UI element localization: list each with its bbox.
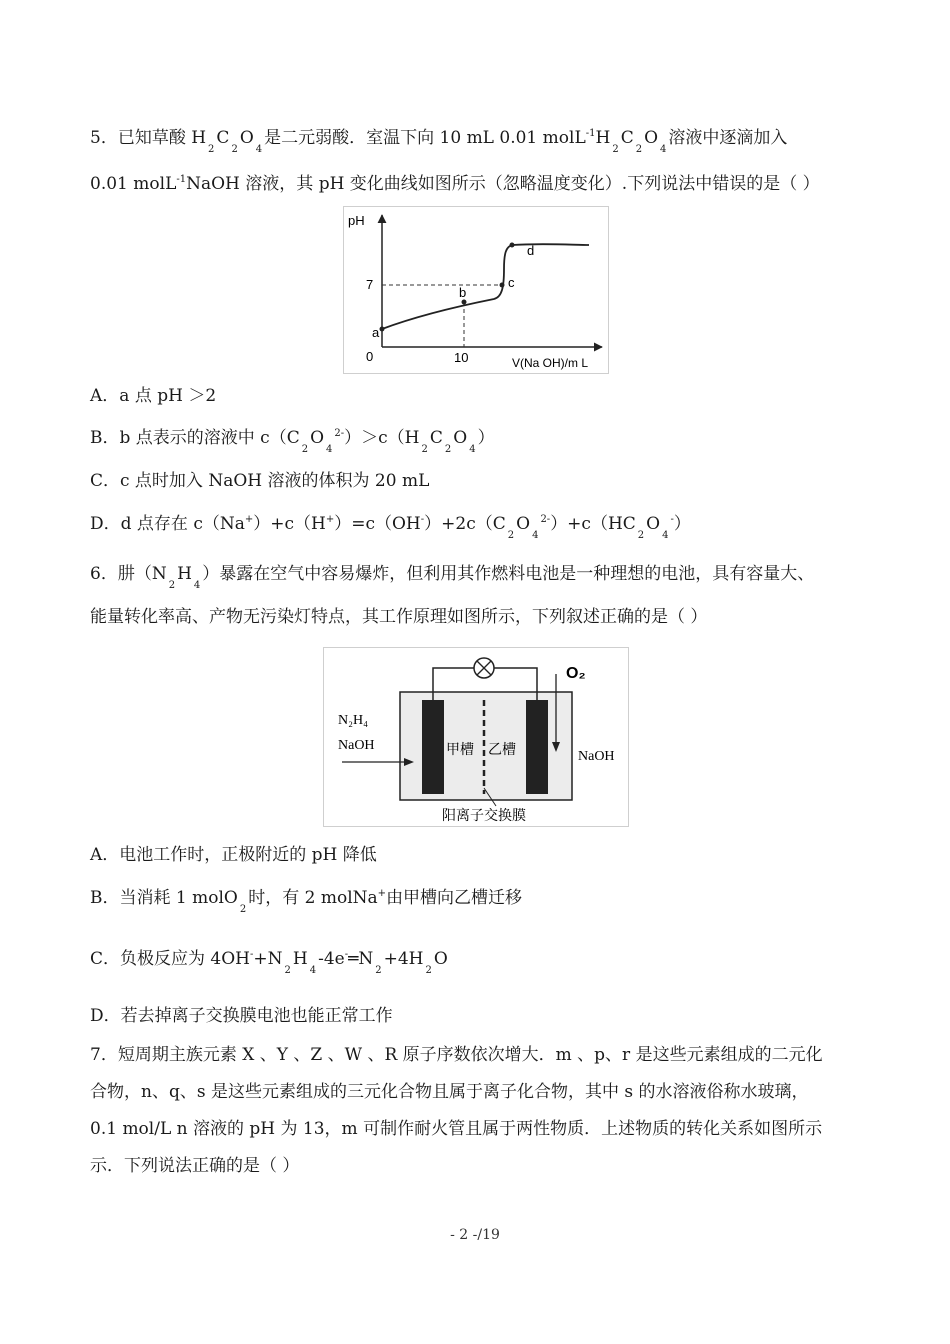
left-electrode bbox=[422, 700, 444, 794]
x-tick-10: 10 bbox=[454, 350, 469, 365]
point-a-mark bbox=[380, 327, 385, 332]
q5-option-b: B．b 点表示的溶液中 $c(C_2O_4^{2-})>c(H_2C_2O_4)$ bbox=[90, 428, 495, 455]
naoh-right-label: NaOH bbox=[578, 749, 615, 764]
page-number: - 2 -/19 bbox=[450, 1227, 500, 1243]
tank-jia-label: 甲槽 bbox=[446, 743, 474, 758]
point-b-label: b bbox=[459, 285, 467, 300]
q6-line1: 6．肼$(N_2H_4)$暴露在空气中容易爆炸，但利用其作燃料电池是一种理想的电池，具有容量大、 bbox=[90, 564, 815, 591]
q7-line1: 7．短周期主族元素 X 、Y 、Z 、W 、R 原子序数依次增大．m 、p、r 是这些元素组成的二元化 bbox=[90, 1045, 823, 1065]
y-axis-label: pH bbox=[348, 213, 365, 228]
fuel-cell-diagram bbox=[323, 647, 629, 827]
q6-option-b: B．当消耗 1 molO$_2$时，有 2 molNa+由甲槽向乙槽迁移 bbox=[90, 888, 523, 915]
q7-line4: 示．下列说法正确的是（ ） bbox=[90, 1156, 300, 1176]
point-c-mark bbox=[500, 283, 505, 288]
n2h4-label: N₂H₄ bbox=[338, 713, 368, 728]
point-b-mark bbox=[462, 300, 467, 305]
q6-option-a: A．电池工作时，正极附近的 pH 降低 bbox=[90, 845, 377, 865]
q7-line2: 合物，n、q、s 是这些元素组成的三元化合物且属于离子化合物，其中 s 的水溶液俗称水玻璃， bbox=[90, 1082, 809, 1102]
membrane-label: 阳离子交换膜 bbox=[442, 809, 526, 824]
q5-line1: 5．已知草酸 $H_2C_2O_4$是二元弱酸．室温下向 10 mL 0.01 $molL^{-1}H_2C_2O_4$溶液中逐滴加入 bbox=[90, 128, 788, 155]
tank-yi-label: 乙槽 bbox=[488, 743, 516, 758]
point-a-label: a bbox=[372, 325, 380, 340]
o2-label: O₂ bbox=[566, 665, 586, 682]
titration-curve bbox=[382, 244, 589, 329]
right-electrode bbox=[526, 700, 548, 794]
q7-line3: 0.1 mol/L n 溶液的 pH 为 13，m 可制作耐火管且属于两性物质．上述物质的转化关系如图所示 bbox=[90, 1119, 823, 1139]
point-d-label: d bbox=[527, 243, 535, 258]
q5-option-a: A．a 点 pH ＞2 bbox=[90, 386, 217, 406]
x-axis-label: V(Na OH)/m L bbox=[512, 356, 589, 370]
q5-line2: 0.01 molL$^{-1}$NaOH 溶液，其 pH 变化曲线如图所示（忽略温度变化）.下列说法中错误的是（ ） bbox=[90, 174, 820, 194]
point-c-label: c bbox=[508, 275, 515, 290]
point-d-mark bbox=[510, 243, 515, 248]
q5-option-c: C．c 点时加入 NaOH 溶液的体积为 20 mL bbox=[90, 471, 430, 491]
q6-option-d: D．若去掉离子交换膜电池也能正常工作 bbox=[90, 1006, 393, 1026]
naoh-left-label: NaOH bbox=[338, 738, 375, 753]
ph-titration-chart bbox=[343, 206, 609, 374]
q6-option-c: C．负极反应为 $4OH^-+N_2H_4-4e^-═N_2+4H_2O$ bbox=[90, 949, 448, 976]
origin-label: 0 bbox=[366, 349, 374, 364]
y-tick-7: 7 bbox=[366, 277, 374, 292]
q6-line2: 能量转化率高、产物无污染灯特点，其工作原理如图所示，下列叙述正确的是（ ） bbox=[90, 607, 708, 627]
q5-option-d: D．d 点存在 $c(Na^+)+c(H^+)=c(OH^-)+2c(C_2O_4^{2-})+c(HC_2O_4^-)$ bbox=[90, 514, 691, 541]
